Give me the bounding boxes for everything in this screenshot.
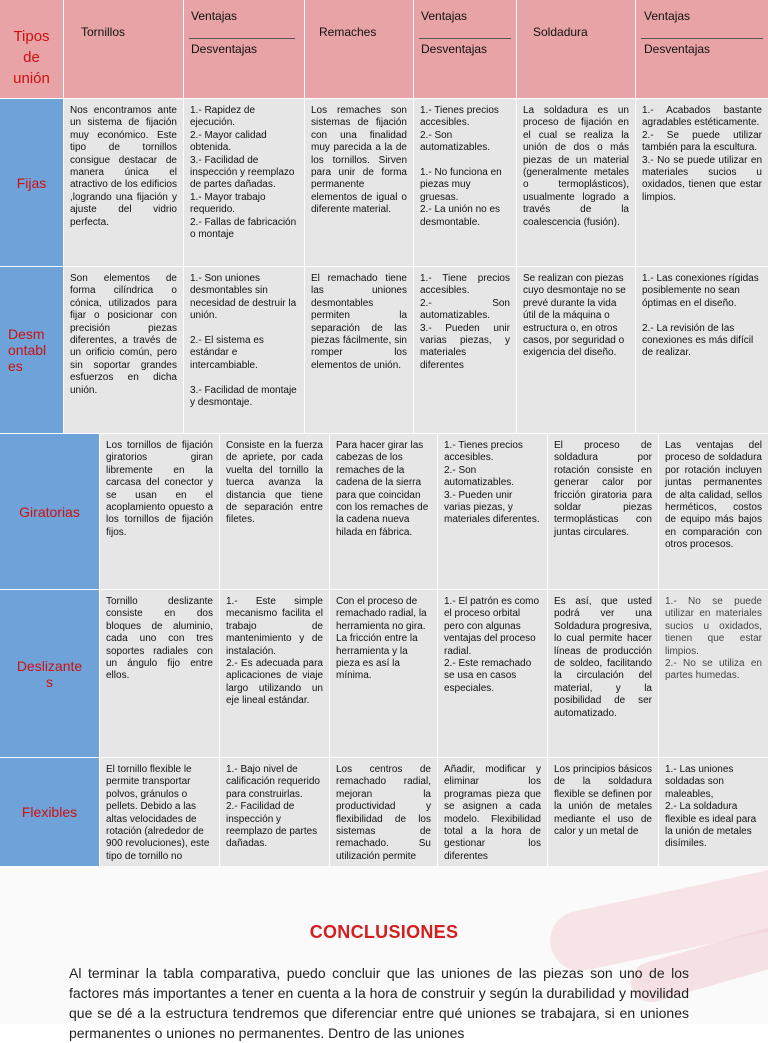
row-label-text: Desm ontabl es — [8, 326, 47, 374]
table-cell: 1.- Rapidez de ejecución. 2.- Mayor calidad obtenida. 3.- Facilidad de inspección y reemplazo de partes dañadas. 1.- Mayor trabajo requerido. 2.- Fallas de fabricación o montaje — [184, 99, 304, 266]
header-ventajas-1-bottom: Desventajas — [191, 42, 258, 56]
corner-label: Tipos de unión — [13, 28, 50, 87]
conclusion-title: CONCLUSIONES — [309, 922, 459, 942]
table-cell: Con el proceso de remachado radial, la herramienta no gira. La fricción entre la herramienta y la pieza es así la mínima. — [330, 590, 437, 757]
table-cell: Añadir, modificar y eliminar los programas pieza que se asignen a cada modelo. Flexibilidad total a la hora de gestionar los diferentes — [438, 758, 547, 866]
table-cell: 1.- El patrón es como el proceso orbital pero con algunas ventajas del proceso radial. 2.- Este remachado se usa en casos especiales. — [438, 590, 547, 757]
table-cell: 1.- Acabados bastante agradables estéticamente. 2.- Se puede utilizar también para la escultura. 3.- No se puede utilizar en materiales sucios u oxidados, tienen que estar limpios. — [636, 99, 768, 266]
row-label-text: Fijas — [16, 174, 47, 191]
header-divider — [419, 38, 511, 39]
table-cell: 1.- Son uniones desmontables sin necesidad de destruir la unión. 2.- El sistema es estándar e intercambiable. 3.- Facilidad de montaje y desmontaje. — [184, 267, 304, 433]
table-cell: 1.- Este simple mecanismo facilita el trabajo de mantenimiento y de instalación. 2.- Es adecuada para aplicaciones de viaje largo utilizando un eje lineal estándar. — [220, 590, 329, 757]
table-cell: 1.- Bajo nivel de calificación requerido para construirlas. 2.- Facilidad de inspección y reemplazo de partes dañadas. — [220, 758, 329, 866]
row-label-fijas — [0, 99, 63, 266]
table-cell: Los centros de remachado radial, mejoran la productividad y flexibilidad de los sistemas de remachado. Su utilización permite — [330, 758, 437, 866]
table-cell: Tornillo deslizante consiste en dos bloques de aluminio, cada uno con tres soportes radiales con un ángulo fijo entre ellos. — [100, 590, 219, 757]
table-cell: Los remaches son sistemas de fijación con una finalidad muy parecida a la de los tornillos. Sirven para unir de forma permanente elementos de igual o diferente material. — [305, 99, 413, 266]
header-soldadura-label: Soldadura — [533, 25, 588, 39]
table-cell: El tornillo flexible le permite transportar polvos, gránulos o pellets. Debido a las altas velocidades de rotación (alrededor de 900 revoluciones), este tipo de tornillo no — [100, 758, 219, 866]
header-corner — [0, 0, 63, 98]
header-divider — [189, 38, 295, 39]
conclusion-text — [69, 963, 689, 1043]
table-cell: Se realizan con piezas cuyo desmontaje no se prevé durante la vida útil de la máquina o estructura o, en otros casos, por seguridad o exigencia del diseño. — [517, 267, 635, 433]
row-label-text: Deslizante s — [16, 657, 83, 690]
table-cell: El proceso de soldadura por rotación consiste en generar calor por fricción giratoria para soldar piezas termoplásticas con juntas circulares. — [548, 434, 658, 589]
header-soldadura — [517, 0, 635, 98]
header-remaches — [305, 0, 413, 98]
row-label-text: Flexibles — [21, 804, 78, 820]
header-tornillos — [64, 0, 183, 98]
table-cell: Las ventajas del proceso de soldadura por rotación incluyen juntas permanentes de alta calidad, sellos herméticos, costos de equipo más bajos en comparación con otros procesos. — [659, 434, 768, 589]
header-remaches-label: Remaches — [319, 25, 377, 39]
table-cell: Es así, que usted podrá ver una Soldadura progresiva, lo cual permite hacer líneas de producción de soldeo, facilitando la circulación del material, y la posibilidad de ser automatizado. — [548, 590, 658, 757]
row-label-giratorias — [0, 434, 99, 589]
table-cell: El remachado tiene las uniones desmontables permiten la separación de las piezas fácilmente, sin romper los elementos de unión. — [305, 267, 413, 433]
table-cell: 1.- No se puede utilizar en materiales sucios u oxidados, tienen que estar limpios. 2.- No se utiliza en partes humedas. — [659, 590, 768, 757]
table-cell: Los principios básicos de la soldadura flexible se definen por la unión de metales mediante el uso de calor y un metal de — [548, 758, 658, 866]
header-ventajas-1 — [184, 0, 304, 98]
table-cell: Para hacer girar las cabezas de los remaches de la cadena de la sierra para que coincidan con los remaches de la cadena nueva hilada en fábrica. — [330, 434, 437, 589]
table-cell: Son elementos de forma cilíndrica o cónica, utilizados para fijar o posicionar con precisión piezas diferentes, a través de un orificio común, pero sin soportar grandes esfuerzos en dicha unión. — [64, 267, 183, 433]
header-ventajas-2-top: Ventajas — [421, 9, 468, 23]
table-cell: La soldadura es un proceso de fijación en el cual se realiza la unión de dos o más piezas de un material (generalmente metales o termoplásticos), usualmente logrado a través de la coalescencia (fusión). — [517, 99, 635, 266]
row-label-flexibles — [0, 758, 99, 866]
table-cell: 1.- Tienes precios accesibles. 2.- Son automatizables. 3.- Pueden unir varias piezas, y materiales diferentes. — [438, 434, 547, 589]
row-label-text: Giratorias — [19, 503, 80, 520]
conclusion-paragraph: Al terminar la tabla comparativa, puedo concluir que las uniones de las piezas son uno de los factores más importantes a tener en cuenta a la hora de construir y según la durabilidad y movilidad que se dé a la estructura tendremos que diferenciar entre qué uniones se trabajara, si en uniones permanentes o uniones no permanentes. Dentro de las uniones — [69, 965, 689, 1041]
header-divider — [641, 38, 763, 39]
header-ventajas-3-top: Ventajas — [644, 9, 691, 23]
header-ventajas-1-top: Ventajas — [191, 9, 238, 23]
table-cell: Los tornillos de fijación giratorios giran libremente en la carcasa del conector y se usan en el acoplamiento opuesto a los tornillos de fijación fijos. — [100, 434, 219, 589]
header-ventajas-3-bottom: Desventajas — [644, 42, 711, 56]
row-label-desmontables — [0, 267, 63, 433]
header-ventajas-2 — [414, 0, 516, 98]
row-label-deslizantes — [0, 590, 99, 757]
table-cell: Consiste en la fuerza de apriete, por cada vuelta del tornillo la tuerca avanza la distancia que tiene de separación entre filetes. — [220, 434, 329, 589]
header-ventajas-2-bottom: Desventajas — [421, 42, 488, 56]
header-ventajas-3 — [636, 0, 768, 98]
table-cell: 1.- Las uniones soldadas son maleables, 2.- La soldadura flexible es ideal para la unión de metales disímiles. — [659, 758, 768, 866]
table-cell: 1.- Las conexiones rígidas posiblemente no sean óptimas en el diseño. 2.- La revisión de las conexiones es más difícil de realizar. — [636, 267, 768, 433]
table-cell: 1.- Tienes precios accesibles. 2.- Son automatizables. 1.- No funciona en piezas muy gruesas. 2.- La unión no es desmontable. — [414, 99, 516, 266]
table-cell: Nos encontramos ante un sistema de fijación muy económico. Este tipo de tornillos consigue destacar de manera única el atractivo de los edificios ,logrando una fijación y ajuste del vidrio perfecta. — [64, 99, 183, 266]
table-cell: 1.- Tiene precios accesibles. 2.- Son automatizables. 3.- Pueden unir varias piezas, y materiales diferentes — [414, 267, 516, 433]
header-tornillos-label: Tornillos — [81, 25, 126, 39]
